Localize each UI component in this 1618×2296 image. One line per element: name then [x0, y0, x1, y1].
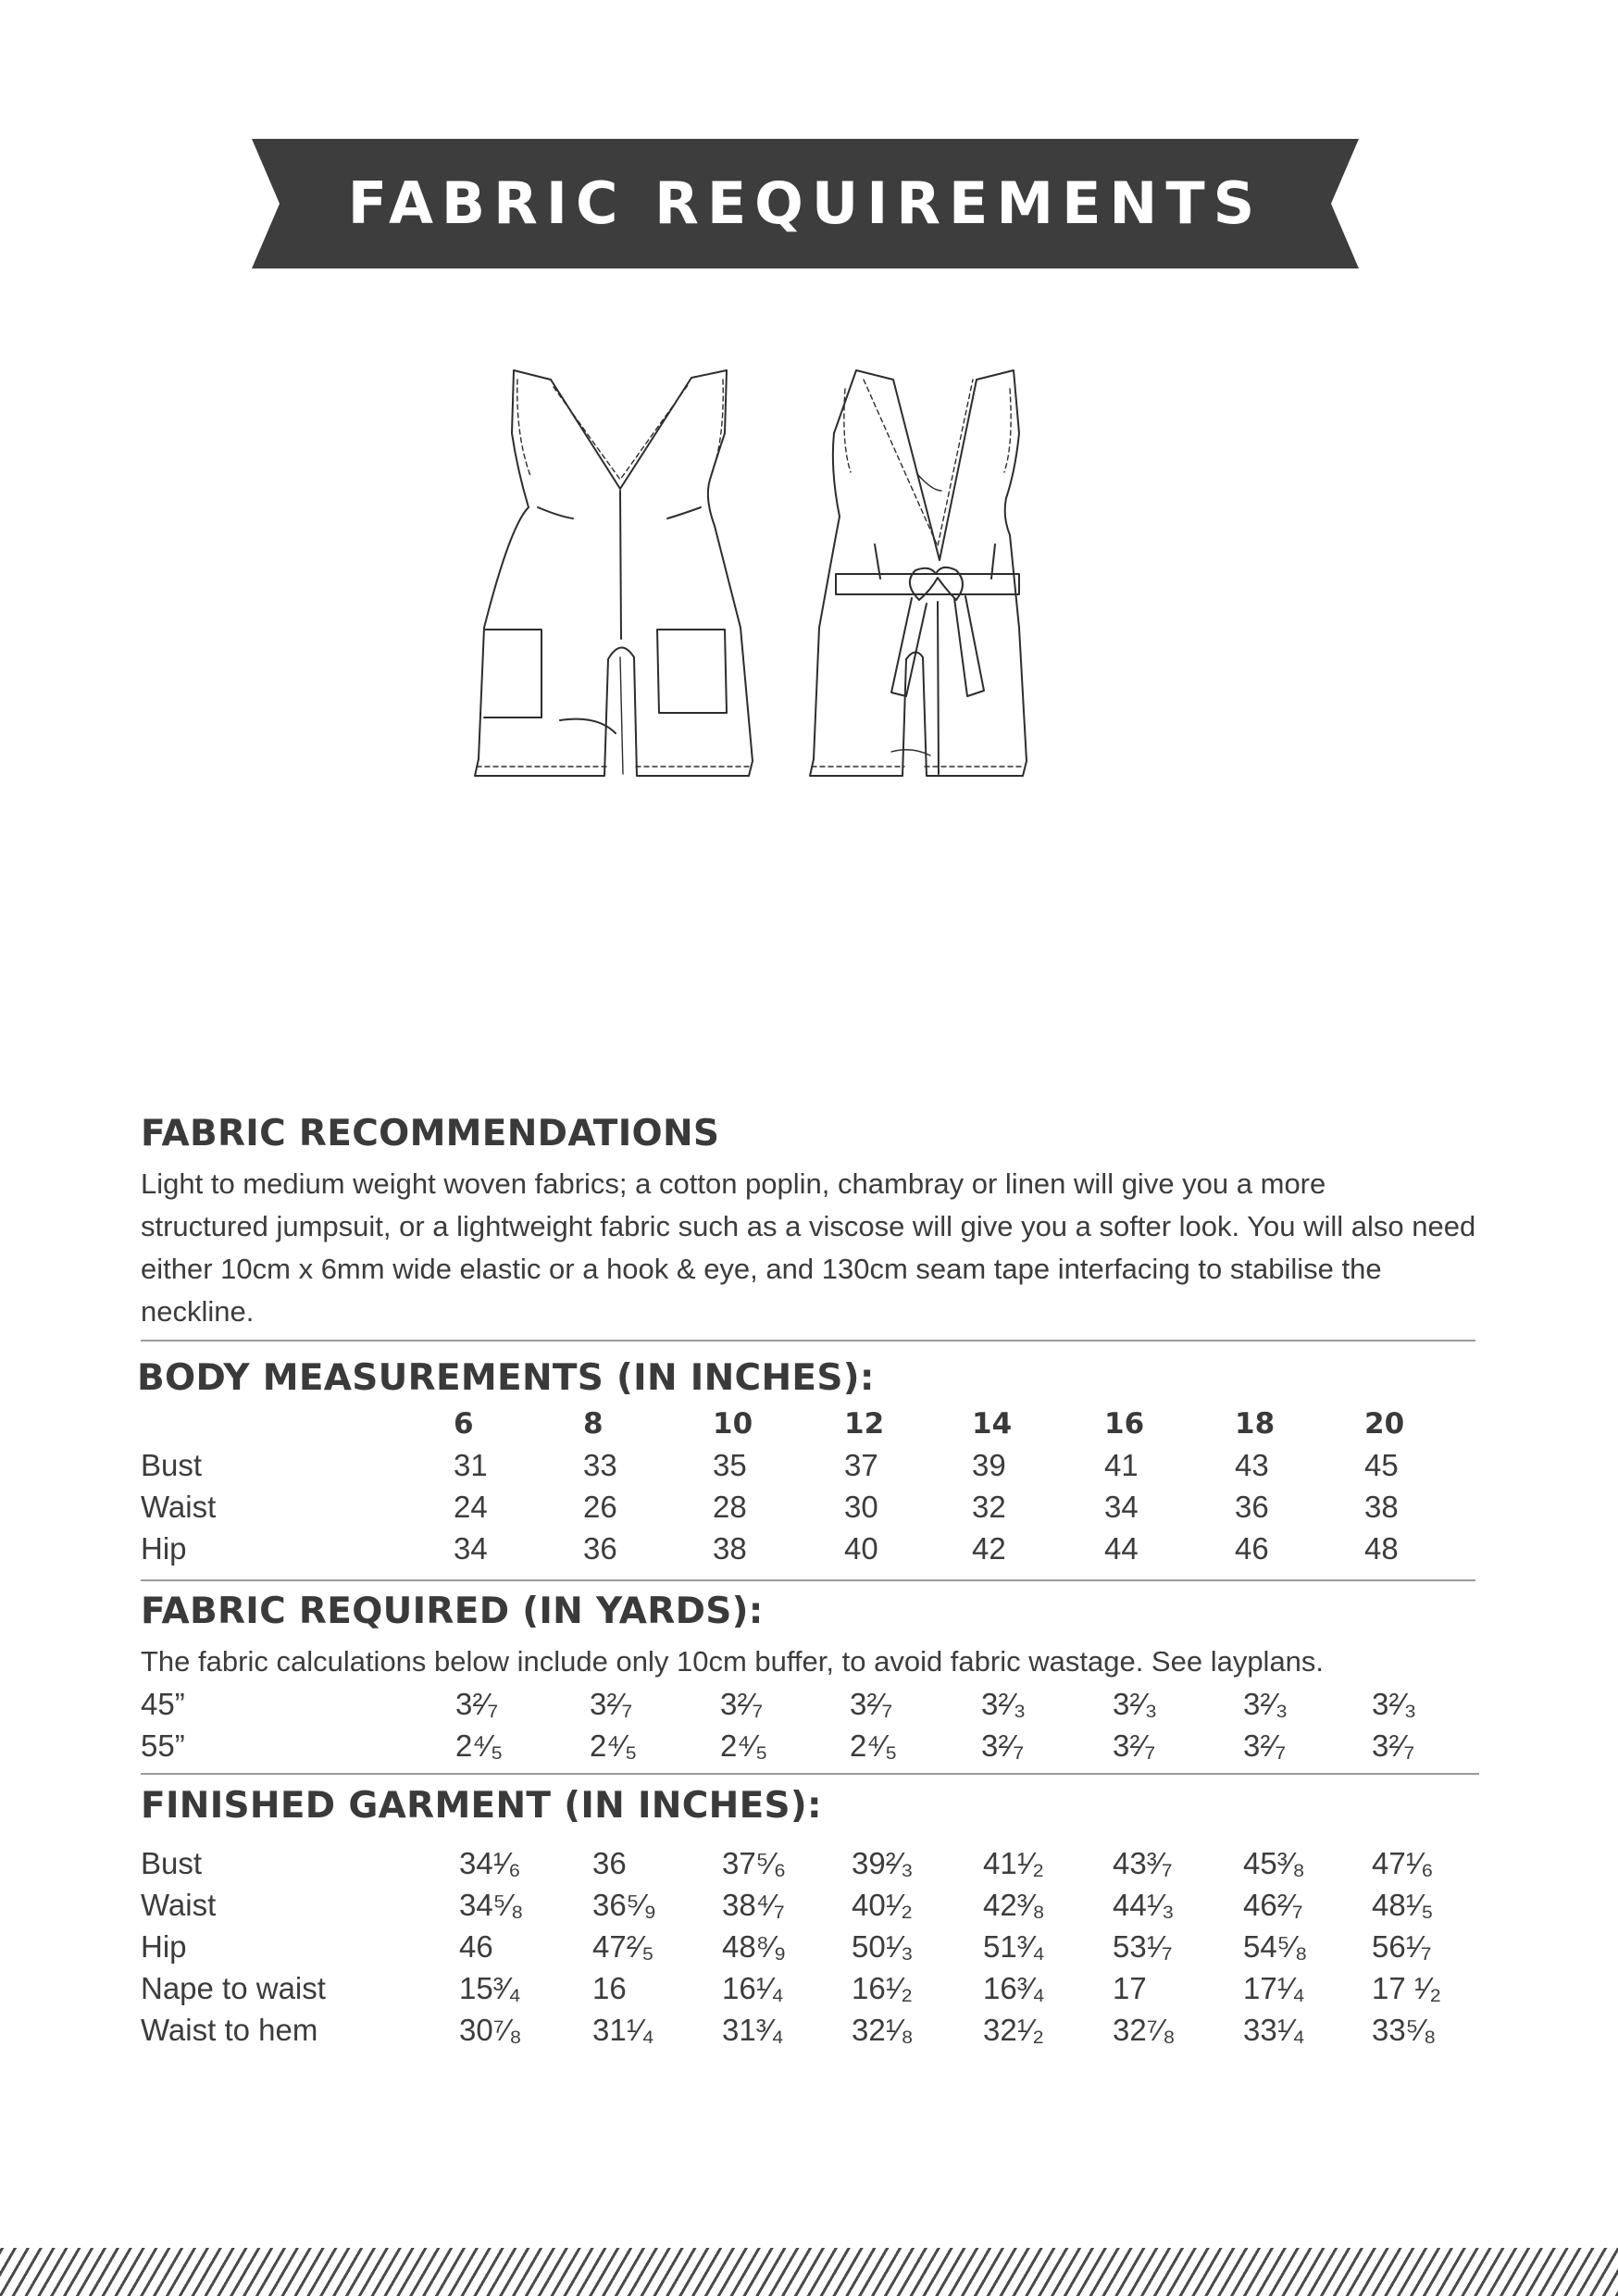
table-cell: 34 — [454, 1531, 488, 1566]
table-cell: 47¹⁄₆ — [1372, 1846, 1434, 1880]
recommendations-text — [141, 1163, 1483, 1333]
table-cell: 43³⁄₇ — [1113, 1846, 1173, 1880]
table-cell: 31¹⁄₄ — [592, 2013, 654, 2047]
table-row — [0, 1725, 1618, 1767]
table-row — [0, 1486, 1618, 1529]
table-cell: 46 — [1235, 1531, 1269, 1566]
table-row — [0, 1842, 1618, 1885]
row-label: Bust — [141, 1448, 203, 1482]
table-cell: 16 — [592, 1971, 627, 2005]
back-view-drawing — [810, 370, 1027, 776]
table-row — [0, 1884, 1618, 1927]
table-cell: 3²⁄₃ — [1243, 1687, 1288, 1721]
table-cell: 37⁵⁄₆ — [722, 1846, 787, 1880]
table-cell: 3²⁄₇ — [1243, 1728, 1287, 1763]
title-banner — [252, 139, 1359, 268]
table-cell: 40¹⁄₂ — [852, 1888, 914, 1922]
table-cell: 17 — [1113, 1971, 1147, 2005]
size-header: 8 — [583, 1407, 604, 1441]
row-label: Waist — [141, 1490, 217, 1524]
jumpsuit-technical-drawing — [458, 352, 1162, 1037]
footer-stripe-pattern — [0, 2248, 1618, 2296]
section-divider — [141, 1340, 1475, 1341]
table-cell: 17¹⁄₄ — [1243, 1971, 1305, 2005]
table-cell: 48¹⁄₅ — [1372, 1888, 1434, 1922]
row-label: 55” — [141, 1728, 185, 1763]
table-cell: 3²⁄₇ — [720, 1687, 764, 1721]
size-header-row — [0, 1403, 1618, 1445]
table-cell: 43 — [1235, 1448, 1269, 1482]
fabric-required-heading: FABRIC REQUIRED (IN YARDS): — [141, 1591, 764, 1632]
table-cell: 34¹⁄₆ — [459, 1846, 521, 1880]
size-header: 12 — [844, 1407, 885, 1441]
table-cell: 33⁵⁄₈ — [1372, 2013, 1437, 2047]
row-label: Waist to hem — [141, 2013, 318, 2047]
size-header: 20 — [1364, 1407, 1405, 1441]
table-cell: 53¹⁄₇ — [1113, 1929, 1173, 1964]
table-cell: 16³⁄₄ — [983, 1971, 1045, 2005]
table-row — [0, 1444, 1618, 1487]
table-cell: 37 — [844, 1448, 878, 1482]
recommendations-line: either 10cm x 6mm wide elastic or a hook & eye, and 130cm seam tape interfacing to stabilise the — [141, 1253, 1382, 1285]
table-cell: 32¹⁄₈ — [852, 2013, 914, 2047]
table-cell: 3²⁄₇ — [981, 1728, 1025, 1763]
table-cell: 3²⁄₃ — [981, 1687, 1027, 1721]
row-label: Hip — [141, 1531, 187, 1566]
table-cell: 2⁴⁄₅ — [455, 1728, 504, 1763]
recommendations-line: Light to medium weight woven fabrics; a cotton poplin, chambray or linen will give you a more — [141, 1167, 1326, 1200]
table-row — [0, 2009, 1618, 2052]
size-header: 14 — [972, 1407, 1013, 1441]
table-cell: 3²⁄₇ — [455, 1687, 499, 1721]
table-cell: 47²⁄₅ — [592, 1929, 654, 1964]
table-cell: 42 — [972, 1531, 1006, 1566]
page-title: FABRIC REQUIREMENTS — [347, 169, 1263, 237]
table-cell: 3²⁄₇ — [850, 1687, 893, 1721]
table-cell: 26 — [583, 1490, 617, 1524]
row-label: 45” — [141, 1687, 185, 1721]
table-cell: 46²⁄₇ — [1243, 1888, 1303, 1922]
table-row — [0, 1528, 1618, 1570]
table-cell: 16¹⁄₄ — [722, 1971, 784, 2005]
table-cell: 32¹⁄₂ — [983, 2013, 1045, 2047]
table-cell: 50¹⁄₃ — [852, 1929, 914, 1964]
table-cell: 33¹⁄₄ — [1243, 2013, 1305, 2047]
table-row — [0, 1926, 1618, 1968]
table-cell: 34⁵⁄₈ — [459, 1888, 524, 1922]
table-cell: 41¹⁄₂ — [983, 1846, 1045, 1880]
table-cell: 46 — [459, 1929, 493, 1964]
table-cell: 24 — [454, 1490, 488, 1524]
table-cell: 42³⁄₈ — [983, 1888, 1045, 1922]
table-cell: 41 — [1104, 1448, 1139, 1482]
table-cell: 2⁴⁄₅ — [850, 1728, 898, 1763]
table-cell: 16¹⁄₂ — [852, 1971, 914, 2005]
front-view-drawing — [475, 370, 753, 776]
table-cell: 15³⁄₄ — [459, 1971, 521, 2005]
table-row — [0, 1683, 1618, 1726]
table-cell: 44 — [1104, 1531, 1139, 1566]
table-cell: 39 — [972, 1448, 1006, 1482]
table-cell: 45 — [1364, 1448, 1399, 1482]
section-divider — [141, 1773, 1479, 1775]
table-cell: 48⁸⁄₉ — [722, 1929, 787, 1964]
table-cell: 34 — [1104, 1490, 1139, 1524]
table-cell: 38 — [1364, 1490, 1399, 1524]
table-cell: 48 — [1364, 1531, 1399, 1566]
table-cell: 36 — [583, 1531, 617, 1566]
table-cell: 51³⁄₄ — [983, 1929, 1045, 1964]
size-header: 10 — [713, 1407, 753, 1441]
table-cell: 17 ¹⁄₂ — [1372, 1971, 1442, 2005]
table-cell: 3²⁄₇ — [1372, 1728, 1415, 1763]
table-cell: 56¹⁄₇ — [1372, 1929, 1432, 1964]
table-cell: 2⁴⁄₅ — [590, 1728, 638, 1763]
row-label: Waist — [141, 1888, 217, 1922]
size-header: 6 — [454, 1407, 474, 1441]
row-label: Bust — [141, 1846, 203, 1880]
size-header: 18 — [1235, 1407, 1276, 1441]
table-cell: 30 — [844, 1490, 878, 1524]
table-cell: 36 — [1235, 1490, 1269, 1524]
table-cell: 32⁷⁄₈ — [1113, 2013, 1176, 2047]
table-cell: 36 — [592, 1846, 627, 1880]
table-cell: 40 — [844, 1531, 878, 1566]
row-label: Nape to waist — [141, 1971, 326, 2005]
size-header: 16 — [1104, 1407, 1145, 1441]
table-cell: 33 — [583, 1448, 617, 1482]
table-cell: 45³⁄₈ — [1243, 1846, 1305, 1880]
table-cell: 31 — [454, 1448, 488, 1482]
section-divider — [141, 1579, 1475, 1581]
table-cell: 38⁴⁄₇ — [722, 1888, 785, 1922]
table-cell: 30⁷⁄₈ — [459, 2013, 522, 2047]
table-row — [0, 1967, 1618, 2010]
table-cell: 3²⁄₃ — [1113, 1687, 1158, 1721]
table-cell: 44¹⁄₃ — [1113, 1888, 1175, 1922]
table-cell: 32 — [972, 1490, 1006, 1524]
table-cell: 2⁴⁄₅ — [720, 1728, 768, 1763]
body-measurements-heading: BODY MEASUREMENTS (IN INCHES): — [137, 1357, 875, 1399]
recommendations-line: neckline. — [141, 1295, 255, 1328]
row-label: Hip — [141, 1929, 187, 1964]
table-cell: 3²⁄₇ — [1113, 1728, 1156, 1763]
table-cell: 36⁵⁄₉ — [592, 1888, 656, 1922]
finished-garment-heading: FINISHED GARMENT (IN INCHES): — [141, 1785, 822, 1827]
fabric-required-note: The fabric calculations below include only 10cm buffer, to avoid fabric wastage. See layplans. — [141, 1645, 1325, 1678]
table-cell: 28 — [713, 1490, 747, 1524]
table-cell: 38 — [713, 1531, 747, 1566]
table-cell: 31³⁄₄ — [722, 2013, 784, 2047]
table-cell: 3²⁄₇ — [590, 1687, 633, 1721]
table-cell: 39²⁄₃ — [852, 1846, 914, 1880]
recommendations-line: structured jumpsuit, or a lightweight fabric such as a viscose will give you a softer look. You will also need — [141, 1210, 1476, 1242]
table-cell: 35 — [713, 1448, 747, 1482]
table-cell: 54⁵⁄₈ — [1243, 1929, 1308, 1964]
table-cell: 3²⁄₃ — [1372, 1687, 1417, 1721]
recommendations-heading: FABRIC RECOMMENDATIONS — [141, 1113, 720, 1154]
